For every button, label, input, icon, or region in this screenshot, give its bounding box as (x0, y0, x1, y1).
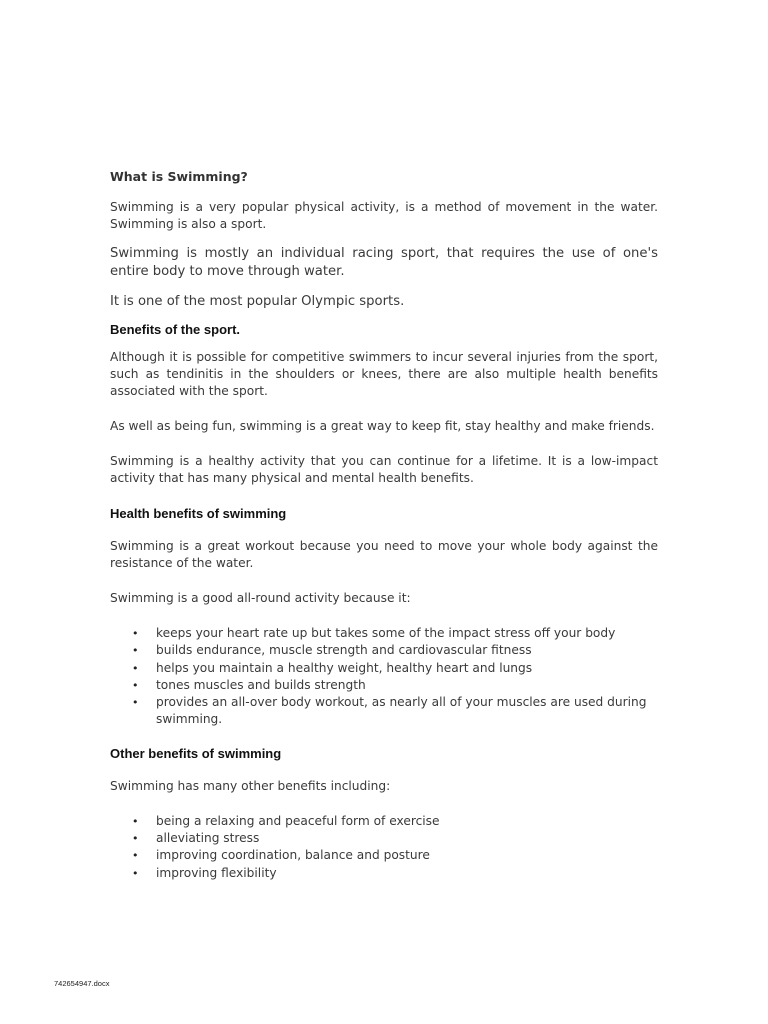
benefits-paragraph-3: Swimming is a healthy activity that you can continue for a lifetime. It is a low-impact activity that has many physical and mental health benefits. (110, 454, 658, 485)
list-item (110, 642, 658, 659)
intro-paragraph-2: Swimming is mostly an individual racing sport, that requires the use of one's entire body to move through water. (110, 246, 658, 279)
benefits-paragraph-1: Although it is possible for competitive swimmers to incur several injuries from the sport, such as tendinitis in the shoulders or knees, there are also multiple health benefits associated with the sport. (110, 350, 658, 398)
list-item-text: improving flexibility (156, 865, 277, 880)
list-item (110, 694, 658, 729)
list-item (110, 830, 658, 847)
bullet-icon: • (132, 661, 139, 675)
benefits-paragraph-2: As well as being fun, swimming is a great way to keep fit, stay healthy and make friends. (110, 419, 655, 433)
bullet-icon: • (132, 814, 139, 828)
list-item (110, 660, 658, 677)
benefits-heading: Benefits of the sport. (110, 322, 241, 337)
health-benefits-list (110, 625, 658, 729)
health-paragraph-2: Swimming is a good all-round activity because it: (110, 591, 411, 605)
list-item-text: builds endurance, muscle strength and cardiovascular fitness (156, 643, 532, 658)
list-item (110, 813, 658, 830)
list-item (110, 625, 658, 642)
health-benefits-heading: Health benefits of swimming (110, 506, 287, 521)
footer-filename: 742654947.docx (54, 979, 110, 988)
bullet-icon: • (132, 866, 139, 880)
other-benefits-list (110, 813, 658, 882)
list-item (110, 677, 658, 694)
bullet-icon: • (132, 627, 139, 640)
list-item (110, 865, 658, 882)
list-item-text: helps you maintain a healthy weight, healthy heart and lungs (156, 660, 533, 675)
list-item-text: alleviating stress (156, 831, 260, 846)
bullet-icon: • (132, 644, 139, 658)
bullet-icon: • (132, 678, 139, 692)
other-benefits-heading: Other benefits of swimming (110, 745, 282, 761)
list-item-text: keeps your heart rate up but takes some of the impact stress off your body (156, 626, 616, 640)
other-paragraph: Swimming has many other benefits including: (110, 778, 391, 793)
bullet-icon: • (132, 832, 139, 846)
bullet-icon: • (132, 849, 139, 863)
intro-paragraph-1: Swimming is a very popular physical activity, is a method of movement in the water. Swimming is also a sport. (110, 200, 658, 231)
list-item-text: improving coordination, balance and posture (156, 848, 430, 863)
list-item-text: tones muscles and builds strength (156, 677, 366, 692)
document-body (110, 168, 658, 882)
document-title: What is Swimming? (110, 169, 248, 184)
intro-paragraph-3: It is one of the most popular Olympic sports. (110, 294, 405, 309)
list-item (110, 847, 658, 864)
health-paragraph-1: Swimming is a great workout because you need to move your whole body against the resistance of the water. (110, 539, 658, 570)
list-item-text: being a relaxing and peaceful form of exercise (156, 813, 440, 828)
list-item-text: provides an all-over body workout, as nearly all of your muscles are used during swimming. (156, 695, 647, 727)
bullet-icon: • (132, 696, 139, 710)
